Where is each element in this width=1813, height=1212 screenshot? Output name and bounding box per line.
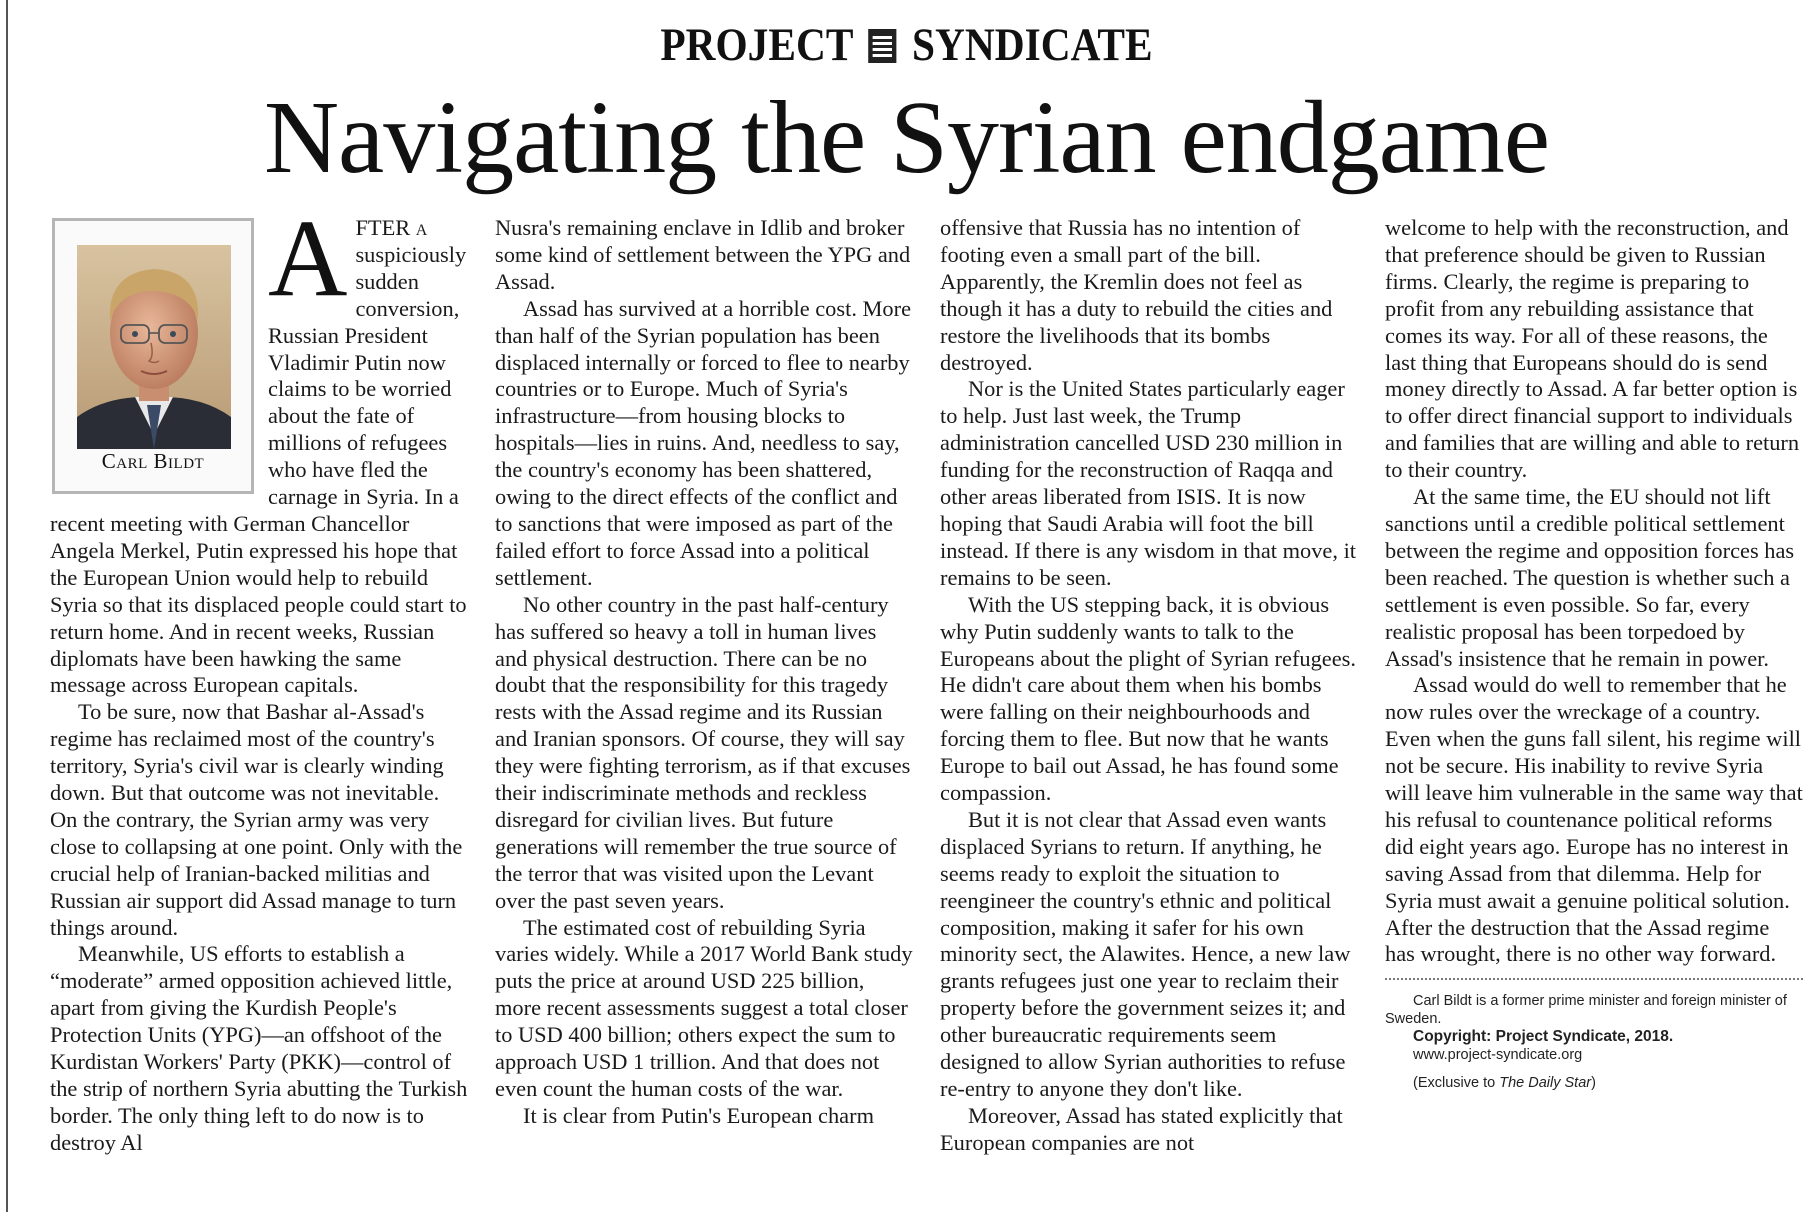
article-column-2 (495, 215, 913, 1130)
article-paragraph: It is clear from Putin's European charm (523, 1102, 874, 1128)
article-paragraph: Assad would do well to remember that he now rules over the wreckage of a country. Even when the guns fall silent, his regime will not be secure. His inability to revive Syria will leave him vulnerable in the same way that his refusal to countenance political reforms did eight years ago. Europe has no interest in saving Assad from that dilemma. Help for Syria must await a genuine political solution. After the destruction that the Assad regime has wrought, there is no other way forward. (1385, 672, 1803, 967)
article-paragraph: Moreover, Assad has stated explicitly that European companies are not (940, 1102, 1343, 1155)
headline: Navigating the Syrian endgame (263, 80, 1550, 195)
masthead-right-word: SYNDICATE (912, 19, 1153, 71)
author-photo-caption: Carl Bildt (101, 449, 205, 474)
exclusive-suffix: ) (1591, 1075, 1596, 1092)
website-link[interactable]: www.project-syndicate.org (1413, 1047, 1583, 1064)
article-paragraph: But it is not clear that Assad even wants displaced Syrians to return. If anything, he seems ready to exploit the situation to reengineer the country's ethnic and political composition, making it safer for his own minority sect, the Alawites. Hence, a new law grants refugees just one year to reclaim their property before the government seizes it; and other bureaucratic requirements seem designed to allow Syrian authorities to refuse re-entry to anyone they don't like. (940, 806, 1351, 1101)
lead-text: suspiciously sudden conversion, Russian President Vladimir Putin now claims to be worried about the fate of millions of refugees who have fled the carnage in Syria. In a recent meeting with German Chancellor Angela Merkel, Putin expressed his hope that the European Union would help to rebuild Syria so that its displaced people could start to return home. And in recent weeks, Russian diplomats have been hawking the same message across European capitals. (50, 241, 467, 698)
article-paragraph: With the US stepping back, it is obvious why Putin suddenly wants to talk to the Europeans about the plight of Syrian refugees. He didn't care about them when his bombs were falling on their neighbourhoods and forcing them to flee. But now that he wants Europe to bail out Assad, he has found some compassion. (940, 591, 1356, 806)
article-paragraph: At the same time, the EU should not lift sanctions until a credible political settlement between the regime and opposition forces has been reached. The question is whether such a settlement is even possible. So far, every realistic proposal has been torpedoed by Assad's insistence that he remain in power. (1385, 484, 1795, 671)
article-paragraph: The estimated cost of rebuilding Syria varies widely. While a 2017 World Bank study puts the price at around USD 225 billion, more recent assessments suggest a total closer to USD 400 billion; others expect the sum to approach USD 1 trillion. And that does not even count the human costs of the war. (495, 914, 913, 1101)
exclusive-note (1385, 1074, 1803, 1092)
article-paragraph: welcome to help with the reconstruction, and that preference should be given to Russian firms. Clearly, the regime is preparing to profit from any rebuilding assistance that comes its way. For all of these reasons, the last thing that Europeans should do is send money directly to Assad. A far better option is to offer direct financial support to individuals and families that are willing and able to return to their country. (1385, 215, 1800, 483)
article-paragraph: Meanwhile, US efforts to establish a “moderate” armed opposition achieved little, apart from giving the Kurdish People's Protection Units (YPG)—an offshoot of the Kurdistan Workers' Party (PKK)—control of the strip of northern Syria abutting the Turkish border. The only thing left to do now is to destroy Al (50, 941, 468, 1155)
article-paragraph: offensive that Russia has no intention of footing even a small part of the bill. Apparently, the Kremlin does not feel as though it has a duty to rebuild the cities and restore the livelihoods that its bombs destroyed. (940, 215, 1333, 375)
article-column-4 (1385, 215, 1803, 1092)
article-column-3 (940, 215, 1358, 1157)
exclusive-prefix: (Exclusive to (1413, 1075, 1500, 1092)
author-footer (1385, 978, 1803, 1092)
masthead-left-word: PROJECT (660, 19, 853, 71)
author-photo (77, 245, 231, 449)
author-photo-frame (52, 218, 254, 494)
exclusive-paper: The Daily Star (1499, 1075, 1592, 1092)
article-paragraph: Assad has survived at a horrible cost. More than half of the Syrian population has been displaced internally or forced to flee to nearby countries or to Europe. Much of Syria's infrastructure—from housing blocks to hospitals—lies in ruins. And, needless to say, the country's economy has been shattered, owing to the direct effects of the conflict and to sanctions that were imposed as part of the failed effort to force Assad into a political settlement. (495, 295, 912, 590)
article-column-1 (50, 197, 468, 1157)
masthead (109, 18, 1704, 72)
author-bio: Carl Bildt is a former prime minister and foreign minister of Sweden. (1385, 993, 1787, 1028)
article-paragraph: To be sure, now that Bashar al-Assad's regime has reclaimed most of the country's territory, Syria's civil war is clearly winding down. But that outcome was not inevitable. On the contrary, the Syrian army was very close to collapsing at one point. Only with the crucial help of Iranian-backed militias and Russian air support did Assad manage to turn things around. (50, 699, 463, 940)
article-paragraph: Nusra's remaining enclave in Idlib and broker some kind of settlement between the YPG and Assad. (495, 215, 911, 294)
article-paragraph: No other country in the past half-century has suffered so heavy a toll in human lives and physical destruction. There can be no doubt that the responsibility for this tragedy rests with the Assad regime and its Russian and Iranian sponsors. Of course, they will say they were fighting terrorism, as if that excuses their indiscriminate methods and reckless disregard for civilian lives. But future generations will remember the true source of the terror that was visited upon the Levant over the past seven years. (495, 591, 911, 913)
copyright-notice: Copyright: Project Syndicate, 2018. (1413, 1028, 1674, 1046)
author-portrait-icon (77, 245, 231, 449)
drop-cap: A (268, 197, 348, 319)
article-paragraph: Nor is the United States particularly eager to help. Just last week, the Trump administration cancelled USD 230 million in funding for the reconstruction of Raqqa and other areas liberated from ISIS. It is now hoping that Saudi Arabia will foot the bill instead. If there is any wisdom in that move, it remains to be seen. (940, 376, 1357, 590)
project-syndicate-logo-icon (868, 29, 896, 63)
lead-smallcaps: FTER a (355, 215, 428, 240)
